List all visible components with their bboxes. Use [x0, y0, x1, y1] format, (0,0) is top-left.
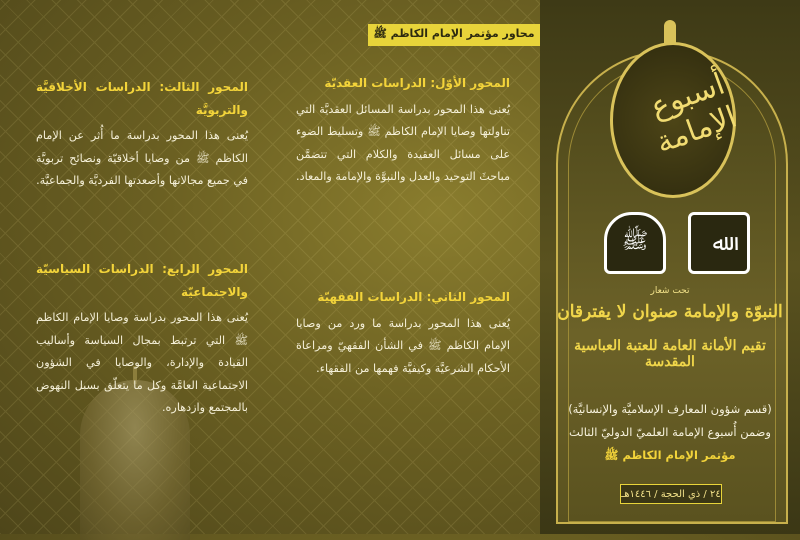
axis-third	[36, 76, 248, 193]
slogan-line-1: النبوّة والإمامة صنوان لا يفترقان	[557, 302, 783, 322]
axis-second	[296, 286, 510, 380]
conference-line: مؤتمر الإمام الكاظم ﷺ	[604, 448, 736, 462]
top-banner: محاور مؤتمر الإمام الكاظم ﷺ	[368, 24, 540, 46]
axis-fourth-title: المحور الرابع: الدراسات السياسيّة والاجتماعيّة	[36, 262, 248, 299]
cover-panel	[540, 0, 800, 534]
date-badge: ٢٤ / ذي الحجة / ١٤٤٦هـ	[620, 484, 722, 504]
axis-second-title: المحور الثاني: الدراسات الفقهيّة	[317, 290, 510, 304]
axis-first	[296, 72, 510, 189]
axis-third-title: المحور الثالث: الدراسات الأخلاقيَّة والتربويَّة	[36, 80, 248, 117]
slogan-caption: تحت شعار	[650, 286, 690, 296]
department-logo: ﷺ	[604, 212, 666, 274]
shrine-logo: ﷲ	[688, 212, 750, 274]
medallion-emblem	[610, 42, 742, 198]
axis-fourth-body: يُعنى هذا المحور بدراسة وصايا الإمام الكاظم ﷺ التي ترتبط بمجال السياسة وأساليب القيادة والإدارة، والوصايا في الشؤون الاجتماعية العامَّة وكل ما يتعلّق بسبل النهوض بالمجتمع وازدهاره.	[36, 311, 248, 414]
medallion-text: أسبوع الإمامة	[646, 66, 742, 161]
axis-first-title: المحور الأوّل: الدراسات العقديّة	[324, 76, 510, 90]
slogan-line-2: تقيم الأمانة العامة للعتبة العباسية المقدسة	[574, 338, 766, 370]
axis-third-body: يُعنى هذا المحور بدراسة ما أُثر عن الإمام الكاظم ﷺ من وصايا أخلاقيّة ونصائح تربويَّة في جميع مجالاتها وأصعدتها الفرديَّة والجماعيَّة.	[36, 129, 248, 187]
week-line: وضمن أُسبوع الإمامة العلميّ الدوليّ الثالث	[569, 425, 771, 439]
axis-first-body: يُعنى هذا المحور بدراسة المسائل العقديَّة التي تناولتها وصايا الإمام الكاظم ﷺ وتسليط الضوء على مسائل العقيدة والكلام التي تتضمَّن مباحثَ التوحيد والعدل والنبوَّة والإمامة والمعاد.	[296, 102, 510, 183]
axis-second-body: يُعنى هذا المحور بدراسة ما ورد من وصايا الإمام الكاظم ﷺ في الشأن الفقهيّ ومراعاة الأحكام الشرعيَّة وكيفيَّة فهمها من الفقهاء.	[296, 316, 510, 375]
axis-fourth	[36, 258, 248, 420]
department-line: (قسم شؤون المعارف الإسلاميَّة والإنسانيَّة)	[568, 402, 772, 416]
